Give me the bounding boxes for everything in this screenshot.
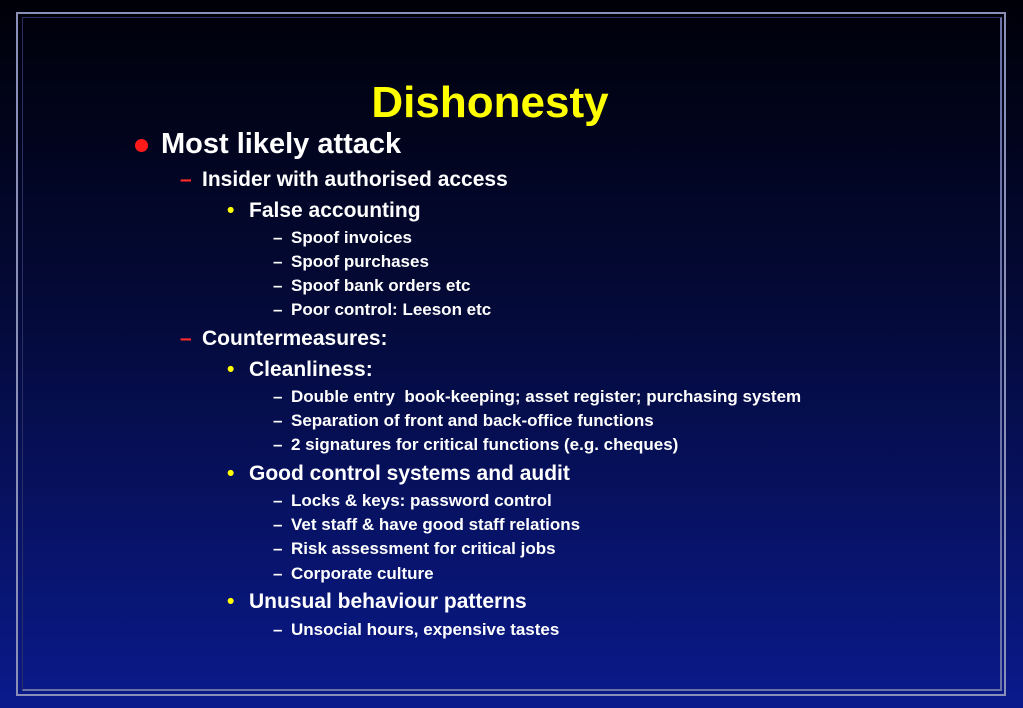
bullet-risk-assessment: Risk assessment for critical jobs (291, 539, 556, 558)
bullet-spoof-invoices: Spoof invoices (291, 228, 412, 247)
bullet-corporate-culture: Corporate culture (291, 564, 434, 583)
level4-dash-icon: – (273, 564, 283, 583)
bullet-vet-staff: Vet staff & have good staff relations (291, 515, 581, 534)
level2-dash-icon: – (180, 327, 192, 350)
bullet-most-likely-attack: Most likely attack (161, 128, 402, 160)
level4-dash-icon: – (273, 539, 283, 558)
level4-dash-icon: – (273, 228, 283, 247)
bullet-countermeasures: Countermeasures: (202, 327, 388, 350)
level4-dash-icon: – (273, 252, 283, 271)
bullet-locks-keys: Locks & keys: password control (291, 491, 552, 510)
bullet-insider-access: Insider with authorised access (202, 168, 508, 191)
bullet-false-accounting: False accounting (249, 199, 421, 222)
bullet-cleanliness: Cleanliness: (249, 358, 373, 381)
level4-dash-icon: – (273, 300, 283, 319)
level1-bullet-icon (135, 139, 148, 152)
level3-dot-icon: • (227, 590, 235, 613)
level4-dash-icon: – (273, 620, 283, 639)
level3-dot-icon: • (227, 462, 235, 485)
level4-dash-icon: – (273, 276, 283, 295)
bullet-poor-control: Poor control: Leeson etc (291, 300, 492, 319)
bullet-spoof-purchases: Spoof purchases (291, 252, 429, 271)
bullet-unusual-behaviour: Unusual behaviour patterns (249, 590, 527, 613)
slide-title: Dishonesty (371, 78, 609, 127)
bullet-separation-functions: Separation of front and back-office functions (291, 411, 654, 430)
level3-dot-icon: • (227, 199, 235, 222)
bullet-good-control-systems: Good control systems and audit (249, 462, 570, 485)
level3-dot-icon: • (227, 358, 235, 381)
bullet-spoof-bank-orders: Spoof bank orders etc (291, 276, 471, 295)
level2-dash-icon: – (180, 168, 192, 191)
level4-dash-icon: – (273, 491, 283, 510)
level4-dash-icon: – (273, 435, 283, 454)
level4-dash-icon: – (273, 387, 283, 406)
level4-dash-icon: – (273, 515, 283, 534)
level4-dash-icon: – (273, 411, 283, 430)
bullet-unsocial-hours: Unsocial hours, expensive tastes (291, 620, 560, 639)
bullet-two-signatures: 2 signatures for critical functions (e.g. cheques) (291, 435, 679, 454)
bullet-double-entry: Double entry book-keeping; asset register; purchasing system (291, 387, 802, 406)
